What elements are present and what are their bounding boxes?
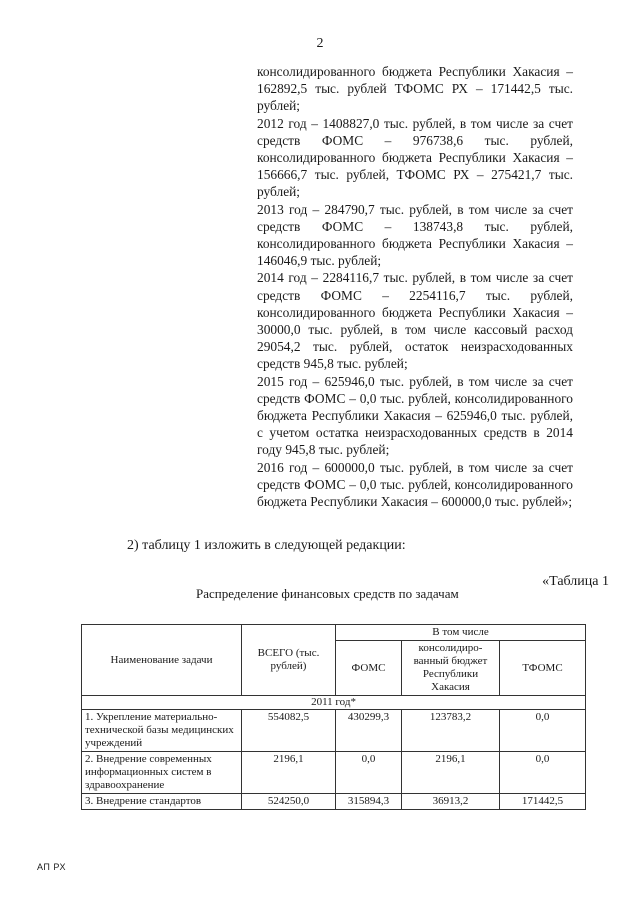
budget-paragraph: консолидированного бюджета Республики Хакасия – 162892,5 тыс. рублей ТФОМС РХ – 171442,5 тыс. рублей; (257, 64, 573, 114)
tfoms-cell: 0,0 (500, 710, 586, 752)
budget-paragraph: 2016 год – 600000,0 тыс. рублей, в том числе за счет средств ФОМС – 0,0 тыс. рублей, консолидированного бюджета Республики Хакасия – 600000,0 тыс. рублей»; (257, 459, 573, 510)
amendment-item-2: 2) таблицу 1 изложить в следующей редакции: (127, 538, 406, 553)
header-row (82, 625, 586, 641)
foms-cell: 315894,3 (336, 794, 402, 810)
year-row (82, 696, 586, 710)
financial-distribution-table (81, 624, 586, 810)
header-total: ВСЕГО (тыс. рублей) (242, 625, 336, 696)
budget-text-block (257, 63, 573, 510)
total-cell: 524250,0 (242, 794, 336, 810)
table-label: «Таблица 1 (542, 574, 609, 589)
task-name: 3. Внедрение стандартов (82, 794, 242, 810)
footer-mark: АП РХ (37, 862, 66, 872)
foms-cell: 430299,3 (336, 710, 402, 752)
header-foms: ФОМС (336, 641, 402, 696)
header-tfoms: ТФОМС (500, 641, 586, 696)
header-budget: консолидиро-ванный бюджет Республики Хакасия (402, 641, 500, 696)
table-row (82, 710, 586, 752)
budget-cell: 36913,2 (402, 794, 500, 810)
year-label: 2011 год* (82, 696, 586, 710)
foms-cell: 0,0 (336, 752, 402, 794)
budget-paragraph: 2013 год – 284790,7 тыс. рублей, в том числе за счет средств ФОМС – 138743,8 тыс. рублей, консолидированного бюджета Республики Хакасия – 146046,9 тыс. рублей; (257, 201, 573, 269)
total-cell: 554082,5 (242, 710, 336, 752)
budget-paragraph: 2015 год – 625946,0 тыс. рублей, в том числе за счет средств ФОМС – 0,0 тыс. рублей, консолидированного бюджета Республики Хакасия – 625946,0 тыс. рублей, с учетом остатка неизрасходованных средств в 2014 году 945,8 тыс. рублей; (257, 373, 573, 458)
tfoms-cell: 171442,5 (500, 794, 586, 810)
budget-paragraph: 2014 год – 2284116,7 тыс. рублей, в том числе за счет средств ФОМС – 2254116,7 тыс. рублей, консолидированного бюджета Республики Хакасия – 30000,0 тыс. рублей, в том числе кассовый расход 29054,2 тыс. рублей, остаток неизрасходованных средств 945,8 тыс. рублей; (257, 270, 573, 372)
total-cell: 2196,1 (242, 752, 336, 794)
table-caption: Распределение финансовых средств по задачам (196, 586, 459, 601)
task-name: 2. Внедрение современных информационных систем в здравоохранение (82, 752, 242, 794)
table-row (82, 752, 586, 794)
budget-cell: 2196,1 (402, 752, 500, 794)
task-name: 1. Укрепление материально-технической базы медицинских учреждений (82, 710, 242, 752)
tfoms-cell: 0,0 (500, 752, 586, 794)
header-including: В том числе (336, 625, 586, 641)
table-row (82, 794, 586, 810)
budget-cell: 123783,2 (402, 710, 500, 752)
page-number: 2 (316, 36, 324, 51)
header-task-name: Наименование задачи (82, 625, 242, 696)
budget-paragraph: 2012 год – 1408827,0 тыс. рублей, в том числе за счет средств ФОМС – 976738,6 тыс. рублей, консолидированного бюджета Республики Хакасия – 156666,7 тыс. рублей, ТФОМС РХ – 275421,7 тыс. рублей; (257, 115, 573, 200)
